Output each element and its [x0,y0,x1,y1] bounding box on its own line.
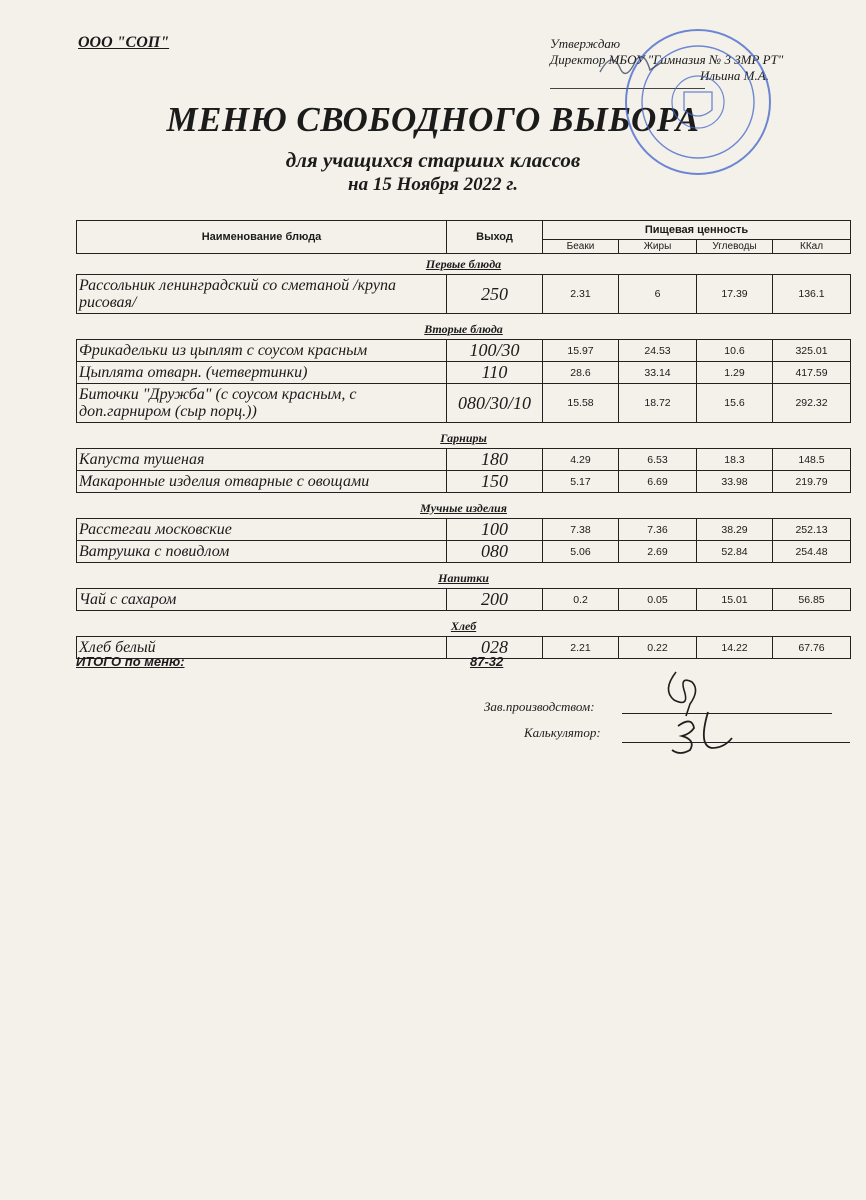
header-fat: Жиры [619,239,697,253]
dish-carbs: 38.29 [697,519,773,541]
dish-name: Макаронные изделия отварные с овощами [77,471,447,493]
dish-output: 028 [447,637,543,659]
dish-fat: 24.53 [619,340,697,362]
dish-fat: 18.72 [619,384,697,423]
dish-name: Рассольник ленинградский со сметаной /крупа рисовая/ [77,275,447,314]
dish-protein: 7.38 [543,519,619,541]
dish-carbs: 15.01 [697,589,773,611]
dish-kcal: 417.59 [773,362,851,384]
dish-fat: 7.36 [619,519,697,541]
dish-kcal: 219.79 [773,471,851,493]
production-manager-signature [668,672,695,716]
dish-kcal: 56.85 [773,589,851,611]
document-subtitle: для учащихся старших классов [285,148,581,172]
header-nutrition: Пищевая ценность [543,221,851,240]
dish-kcal: 292.32 [773,384,851,423]
calculator-label: Калькулятор: [524,725,601,740]
dish-fat: 33.14 [619,362,697,384]
dish-name: Биточки "Дружба" (с соусом красным, с доп.гарниром (сыр порц.)) [77,384,447,423]
dish-protein: 15.97 [543,340,619,362]
calculator-signature [672,712,732,753]
dish-carbs: 10.6 [697,340,773,362]
approval-line-1: Утверждаю [550,36,621,51]
dish-carbs: 52.84 [697,541,773,563]
dish-kcal: 325.01 [773,340,851,362]
dish-kcal: 67.76 [773,637,851,659]
dish-protein: 15.58 [543,384,619,423]
dish-fat: 2.69 [619,541,697,563]
dish-name: Цыплята отварн. (четвертинки) [77,362,447,384]
category-label: Мучные изделия [420,500,507,515]
total-label: ИТОГО по меню: [76,654,185,669]
dish-name: Расстегаи московские [77,519,447,541]
dish-carbs: 1.29 [697,362,773,384]
director-signature [600,57,662,74]
dish-protein: 28.6 [543,362,619,384]
category-label: Первые блюда [425,256,502,271]
organization-name: ООО "СОП" [78,34,170,51]
dish-protein: 4.29 [543,449,619,471]
header-dish-name: Наименование блюда [77,221,447,254]
category-label: Вторые блюда [424,321,503,336]
dish-fat: 0.05 [619,589,697,611]
dish-output: 100 [447,519,543,541]
category-label: Гарниры [440,430,487,445]
dish-name: Фрикадельки из цыплят с соусом красным [77,340,447,362]
dish-name: Хлеб белый [77,637,447,659]
dish-fat: 6.69 [619,471,697,493]
document-date: на 15 Ноября 2022 г. [348,174,518,195]
header-kcal: ККал [773,239,851,253]
dish-fat: 6 [619,275,697,314]
approval-line-2: Директор МБОУ "Гимназия № 3 ЗМР РТ" [550,52,784,67]
dish-protein: 5.06 [543,541,619,563]
dish-output: 150 [447,471,543,493]
dish-kcal: 254.48 [773,541,851,563]
dish-output: 080 [447,541,543,563]
dish-protein: 2.31 [543,275,619,314]
dish-carbs: 15.6 [697,384,773,423]
header-output: Выход [447,221,543,254]
dish-output: 110 [447,362,543,384]
category-label: Напитки [438,570,489,585]
dish-carbs: 17.39 [697,275,773,314]
dish-name: Чай с сахаром [77,589,447,611]
dish-output: 080/30/10 [447,384,543,423]
official-stamp [626,30,770,174]
dish-protein: 0.2 [543,589,619,611]
total-value: 87-32 [470,654,504,669]
dish-carbs: 18.3 [697,449,773,471]
dish-carbs: 14.22 [697,637,773,659]
dish-output: 250 [447,275,543,314]
dish-name: Капуста тушеная [77,449,447,471]
dish-output: 100/30 [447,340,543,362]
dish-kcal: 148.5 [773,449,851,471]
dish-name: Ватрушка с повидлом [77,541,447,563]
dish-fat: 6.53 [619,449,697,471]
dish-protein: 2.21 [543,637,619,659]
dish-output: 200 [447,589,543,611]
dish-output: 180 [447,449,543,471]
document-title: МЕНЮ СВОБОДНОГО ВЫБОРА [166,100,700,139]
dish-kcal: 136.1 [773,275,851,314]
production-manager-label: Зав.производством: [484,699,595,714]
dish-kcal: 252.13 [773,519,851,541]
approval-line-3: Ильина М.А. [700,68,769,83]
header-protein: Беаки [543,239,619,253]
header-carbs: Углеводы [697,239,773,253]
dish-fat: 0.22 [619,637,697,659]
category-label: Хлеб [450,618,477,633]
dish-carbs: 33.98 [697,471,773,493]
dish-protein: 5.17 [543,471,619,493]
